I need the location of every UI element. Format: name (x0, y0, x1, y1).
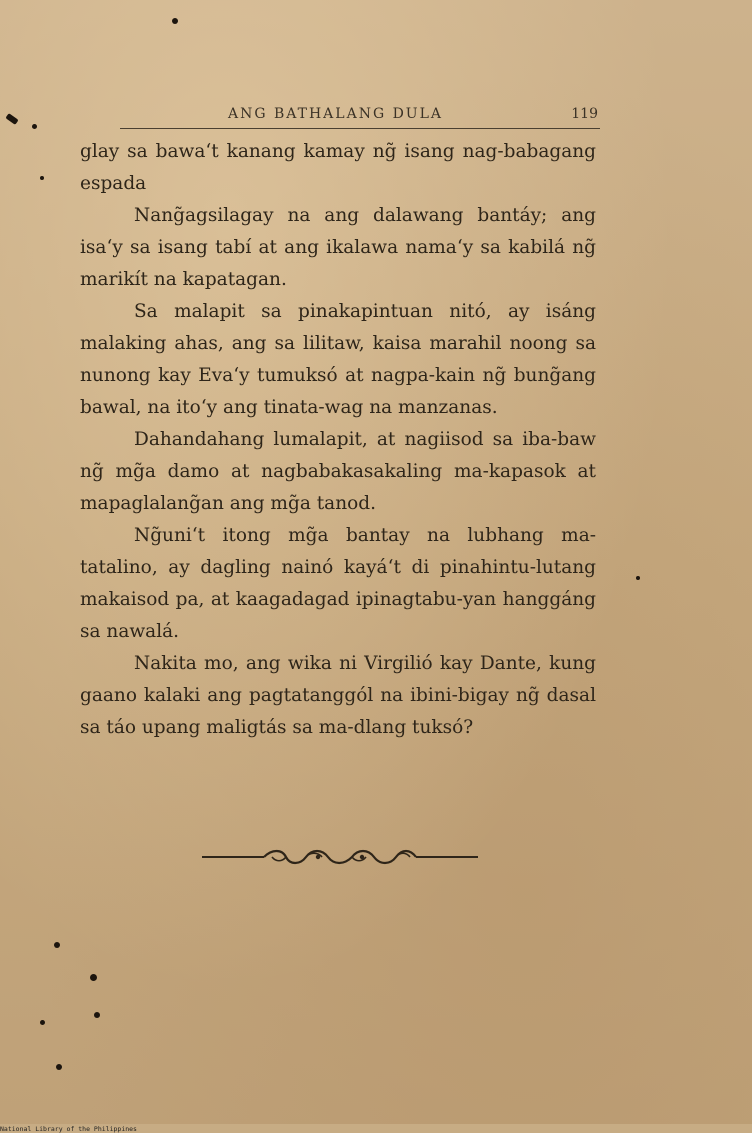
paragraph-2: Nang̃agsilagay na ang dalawang bantáy; ang isa‘y sa isang tabí at ang ikalawa nama‘y sa kabilá ng̃ marikít na kapatagan. (80, 205, 596, 290)
paragraph-3: Sa malapit sa pinakapintuan nitó, ay isáng malaking ahas, ang sa lilitaw, kaisa marahil noong sa nunong kay Eva‘y tumuksó at nagpa-kain ng̃ bung̃ang bawal, na ito‘y ang tinata-wag na manzanas. (80, 301, 596, 418)
paragraph-5: Ng̃uni‘t itong mg̃a bantay na lubhang ma-tatalino, ay dagling nainó kayá‘t di pinahintu-lutang makaisod pa, at kaagadagad ipinagtabu-yan hanggáng sa nawalá. (80, 525, 596, 642)
ink-speck (54, 942, 60, 948)
paragraph-1: glay sa bawa‘t kanang kamay ng̃ isang nag-babagang espada (80, 141, 596, 194)
scroll-ornament-icon (202, 846, 478, 868)
ink-speck (56, 1064, 62, 1070)
ink-speck (636, 576, 640, 580)
running-header (120, 104, 600, 128)
ink-speck (32, 124, 37, 129)
page-number: 119 (571, 106, 598, 122)
header-rule (120, 128, 600, 129)
ink-speck (172, 18, 178, 24)
ink-speck (40, 176, 44, 180)
ink-speck (5, 113, 18, 125)
ink-speck (40, 1020, 45, 1025)
ink-speck (94, 1012, 100, 1018)
running-title: ANG BATHALANG DULA (228, 106, 444, 122)
paragraph-6: Nakita mo, ang wika ni Virgilió kay Dante, kung gaano kalaki ang pagtatanggól na ibini-bigay ng̃ dasal sa táo upang maligtás sa ma-dlang tuksó? (80, 653, 596, 738)
library-credit: National Library of the Philippines (0, 1125, 137, 1133)
paragraph-4: Dahandahang lumalapit, at nagiisod sa iba-baw ng̃ mg̃a damo at nagbabakasakaling ma-kapasok at mapaglalang̃an ang mg̃a tanod. (80, 429, 596, 514)
ink-speck (90, 974, 97, 981)
page-body (80, 136, 596, 744)
